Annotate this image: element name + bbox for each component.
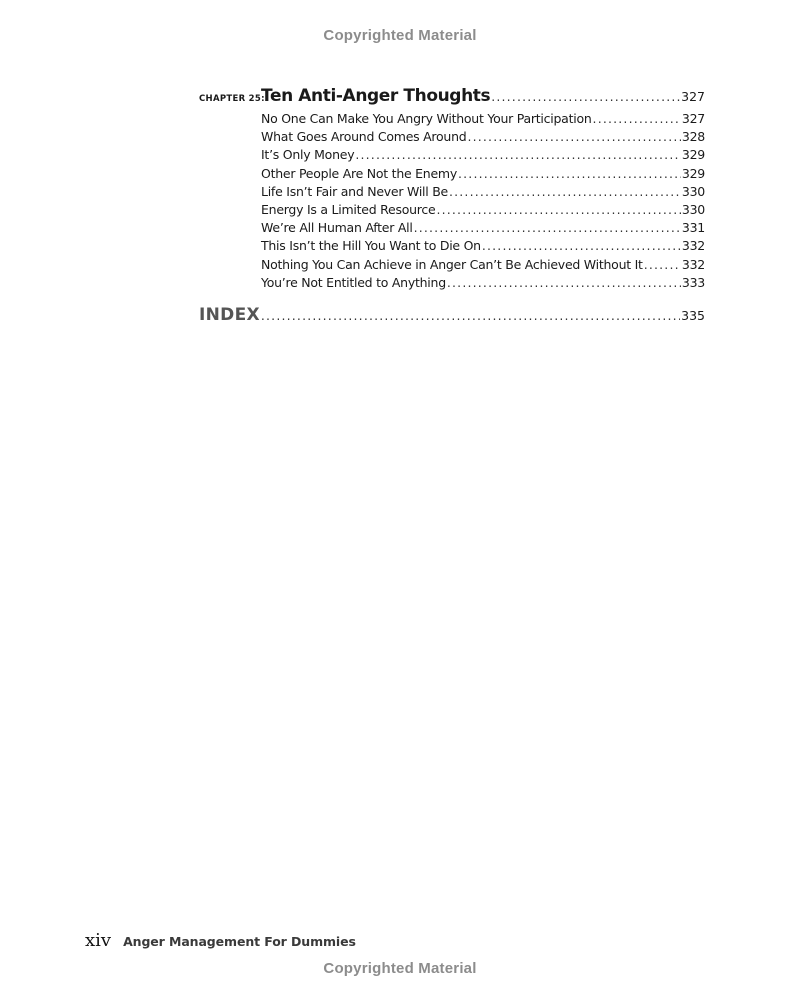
running-book-title: Anger Management For Dummies — [123, 934, 356, 949]
toc-entry-title: Life Isn’t Fair and Never Will Be — [261, 183, 448, 199]
toc-entry-title: This Isn’t the Hill You Want to Die On — [261, 238, 481, 254]
chapter-heading[interactable] — [199, 86, 705, 111]
toc-entry-title: It’s Only Money — [261, 147, 355, 163]
copyright-watermark-top: Copyrighted Material — [323, 27, 477, 44]
toc-entry-page: 332 — [681, 256, 705, 272]
toc-entry[interactable] — [261, 238, 705, 256]
dot-leader — [593, 111, 681, 126]
dot-leader — [449, 184, 681, 199]
toc-entry[interactable] — [261, 184, 705, 202]
dot-leader — [467, 129, 680, 144]
toc-entry-title: Energy Is a Limited Resource — [261, 201, 436, 217]
dot-leader — [644, 257, 681, 272]
index-entry[interactable] — [199, 305, 705, 329]
toc-entry-title: Other People Are Not the Enemy — [261, 165, 457, 181]
index-title: INDEX — [199, 304, 260, 325]
toc-entry[interactable] — [261, 202, 705, 220]
toc-entry-page: 329 — [681, 165, 705, 181]
chapter-title: Ten Anti-Anger Thoughts — [261, 86, 491, 106]
folio-page-number: xiv — [85, 930, 112, 951]
toc-entry-title: You’re Not Entitled to Anything — [261, 274, 446, 290]
dot-leader — [447, 275, 681, 290]
toc-entry-title: What Goes Around Comes Around — [261, 129, 467, 145]
dot-leader — [261, 308, 680, 323]
section-list — [261, 111, 705, 293]
toc-entry[interactable] — [261, 147, 705, 165]
toc-entry-page: 329 — [681, 147, 705, 163]
table-of-contents — [199, 86, 705, 329]
toc-entry[interactable] — [261, 129, 705, 147]
chapter-page-number: 327 — [681, 89, 705, 104]
toc-entry-page: 327 — [681, 111, 705, 126]
dot-leader — [355, 147, 681, 162]
index-page-number: 335 — [681, 307, 705, 323]
dot-leader — [482, 238, 681, 253]
toc-entry[interactable] — [261, 111, 705, 129]
toc-entry[interactable] — [261, 275, 705, 293]
page-footer — [85, 930, 356, 951]
toc-entry-title: Nothing You Can Achieve in Anger Can’t Be Achieved Without It — [261, 256, 643, 272]
toc-entry[interactable] — [261, 257, 705, 275]
toc-entry-page: 332 — [681, 238, 705, 254]
toc-entry-page: 330 — [681, 201, 705, 217]
toc-entry-page: 330 — [681, 183, 705, 199]
toc-entry-title: No One Can Make You Angry Without Your Participation — [261, 111, 592, 126]
toc-entry-page: 333 — [681, 274, 705, 290]
toc-entry[interactable] — [261, 220, 705, 238]
dot-leader — [436, 202, 680, 217]
copyright-watermark-bottom: Copyrighted Material — [323, 960, 477, 977]
toc-entry[interactable] — [261, 166, 705, 184]
toc-entry-page: 328 — [681, 129, 705, 145]
toc-entry-title: We’re All Human After All — [261, 220, 413, 236]
dot-leader — [414, 220, 681, 235]
chapter-label: CHAPTER 25: — [199, 94, 265, 104]
toc-entry-page: 331 — [681, 220, 705, 236]
dot-leader — [458, 166, 681, 181]
dot-leader — [491, 89, 680, 104]
